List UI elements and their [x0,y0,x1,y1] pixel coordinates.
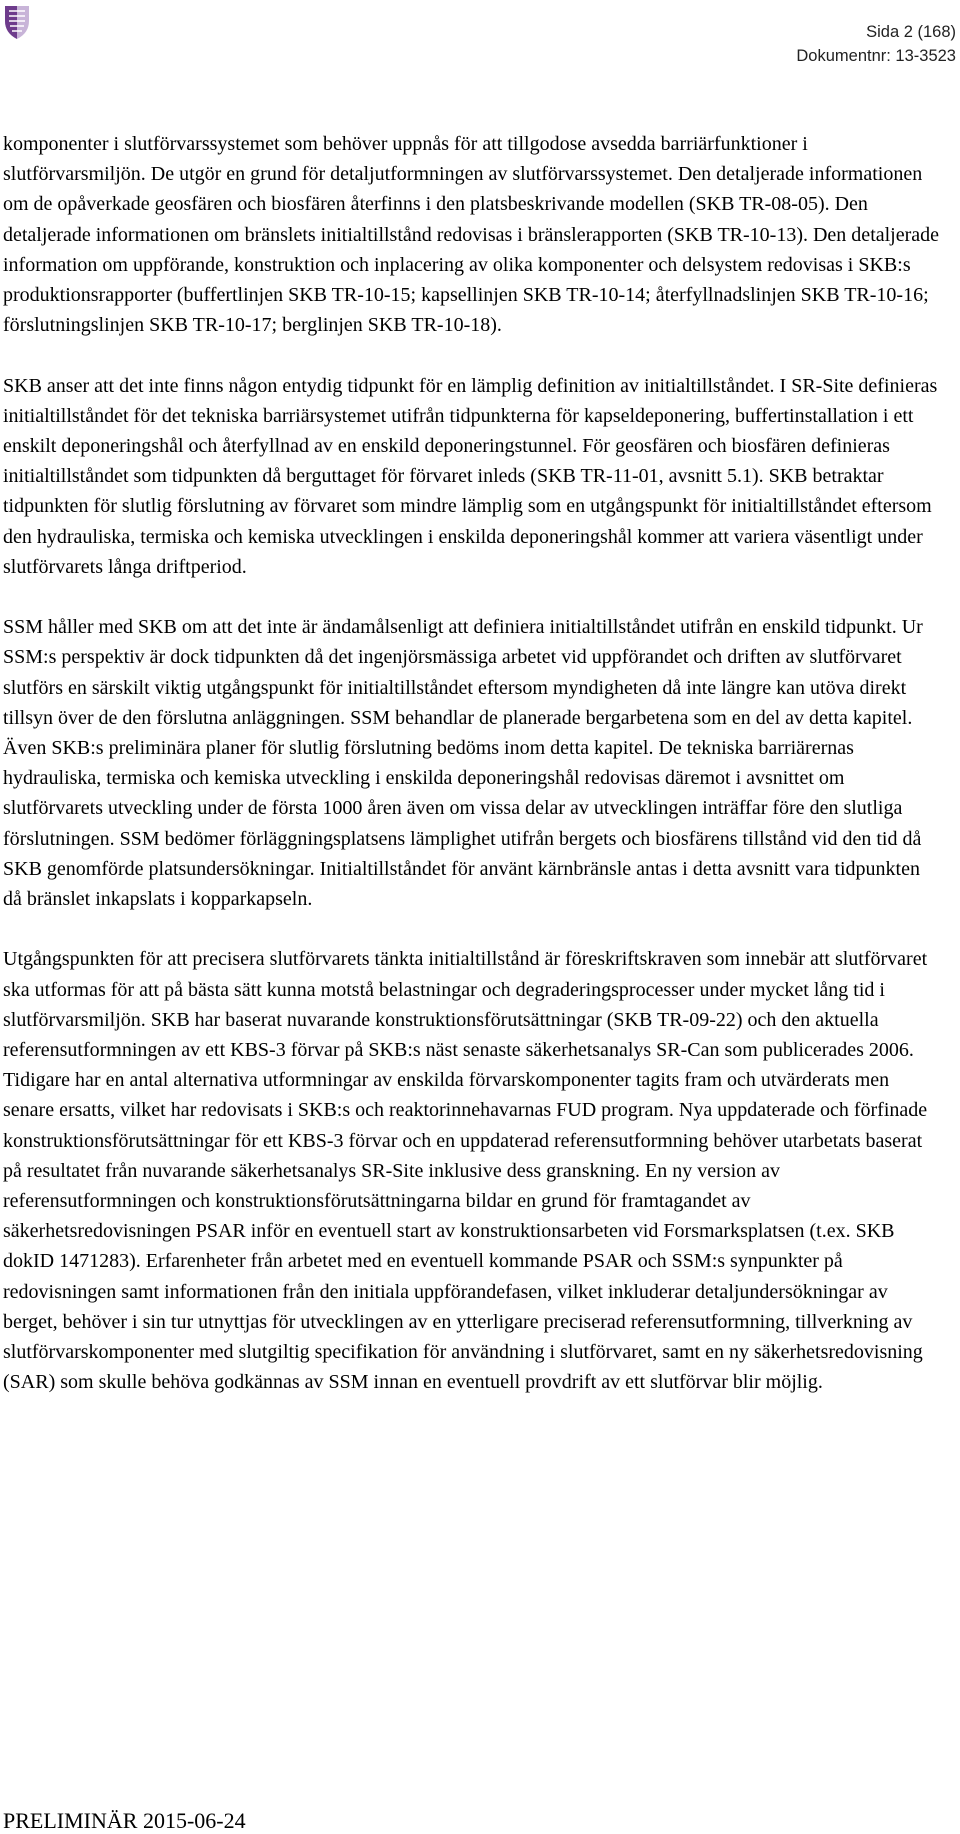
ssm-logo-icon [4,4,30,40]
body-paragraph: SSM håller med SKB om att det inte är ändamålsenligt att definiera initialtillståndet utifrån en enskild tidpunkt. Ur SSM:s perspektiv är dock tidpunkten då det ingenjörsmässiga arbetet vid uppförandet och driften av slutförvaret slutförs en särskilt viktig utgångspunkt för initialtillståndet eftersom myndigheten då inte längre kan utöva direkt tillsyn över de den förslutna anläggningen. SSM behandlar de planerade bergarbetena som en del av detta kapitel. Även SKB:s preliminära planer för slutlig förslutning bedöms inom detta kapitel. De tekniska barriärernas hydrauliska, termiska och kemiska utveckling i enskilda deponeringshål redovisas däremot i avsnittet om slutförvarets utveckling under de första 1000 åren även om vissa delar av utvecklingen inträffar före den slutliga förslutningen. SSM bedömer förläggningsplatsens lämplighet utifrån bergets och biosfärens tillstånd vid den tid då SKB genomförde platsundersökningar. Initialtillståndet för använt kärnbränsle antas i detta avsnitt vara tidpunkten då bränslet inkapslats i kopparkapseln. [3,616,923,911]
body-paragraph: komponenter i slutförvarssystemet som behöver uppnås för att tillgodose avsedda barriärfunktioner i slutförvarsmiljön. De utgör en grund för detaljutformningen av slutförvarssystemet. Den detaljerade informationen om de opåverkade geosfären och biosfären återfinns i den platsbeskrivande modellen (SKB TR-08-05). Den detaljerade informationen om bränslets initialtillstånd redovisas i bränslerapporten (SKB TR-10-13). Den detaljerade information om uppförande, konstruktion och inplacering av olika komponenter och delsystem redovisas i SKB:s produktionsrapporter (buffertlinjen SKB TR-10-15; kapsellinjen SKB TR-10-14; återfyllnadslinjen SKB TR-10-16; förslutningslinjen SKB TR-10-17; berglinjen SKB TR-10-18). [3,133,940,337]
body-paragraph: Utgångspunkten för att precisera slutförvarets tänkta initialtillstånd är föreskriftskraven som innebär att slutförvaret ska utformas för att på bästa sätt kunna motstå belastningar och degraderingsprocesser under mycket lång tid i slutförvarsmiljön. SKB har baserat nuvarande konstruktionsförutsättningar (SKB TR-09-22) och den aktuella referensutformningen av ett KBS-3 förvar på SKB:s näst senaste säkerhetsanalys SR-Can som publicerades 2006. Tidigare har en antal alternativa utformningar av enskilda förvarskomponenter tagits fram och utvärderats men senare ersatts, vilket har redovisats i SKB:s och reaktorinnehavarnas FUD program. Nya uppdaterade och förfinade konstruktionsförutsättningar för ett KBS-3 förvar och en uppdaterad referensutformning behöver utarbetats baserat på resultatet från nuvarande säkerhetsanalys SR-Site inklusive dess granskning. En ny version av referensutformningen och konstruktionsförutsättningarna bildar en grund för framtagandet av säkerhetsredovisningen PSAR inför en eventuell start av konstruktionsarbeten vid Forsmarksplatsen (t.ex. SKB dokID 1471283). Erfarenheter från arbetet med en eventuell kommande PSAR och SSM:s synpunkter på redovisningen samt informationen från den initiala uppförandefasen, vilket inkluderar detaljundersökningar av berget, behöver i sin tur utnyttjas för utvecklingen av en ytterligare preciserad referensutformning, tillverkning av slutförvarskomponenter med slutgiltig specifikation för användning i slutförvaret, samt en ny säkerhetsredovisning (SAR) som skulle behöva godkännas av SSM innan en eventuell provdrift av ett slutförvar blir möjlig. [3,948,928,1394]
preliminary-stamp: PRELIMINÄR 2015-06-24 [3,1808,246,1833]
page-number: Sida 2 (168) [866,23,956,41]
body-paragraph: SKB anser att det inte finns någon entydig tidpunkt för en lämplig definition av initialtillståndet. I SR-Site definieras initialtillståndet för det tekniska barriärsystemet utifrån tidpunkterna för kapseldeponering, buffertinstallation i ett enskilt deponeringshål och återfyllnad av en enskild deponeringstunnel. För geosfären och biosfären definieras initialtillståndet som tidpunkten då berguttaget för förvaret inleds (SKB TR-11-01, avsnitt 5.1). SKB betraktar tidpunkten för slutlig förslutning av förvaret som mindre lämplig som en utgångspunkt för initialtillståndet eftersom den hydrauliska, termiska och kemiska utvecklingen i enskilda deponeringshål kommer att variera väsentligt under slutförvarets långa driftperiod. [3,374,938,578]
document-number: Dokumentnr: 13-3523 [796,47,956,65]
page-header [796,20,956,68]
document-body [3,129,943,1397]
